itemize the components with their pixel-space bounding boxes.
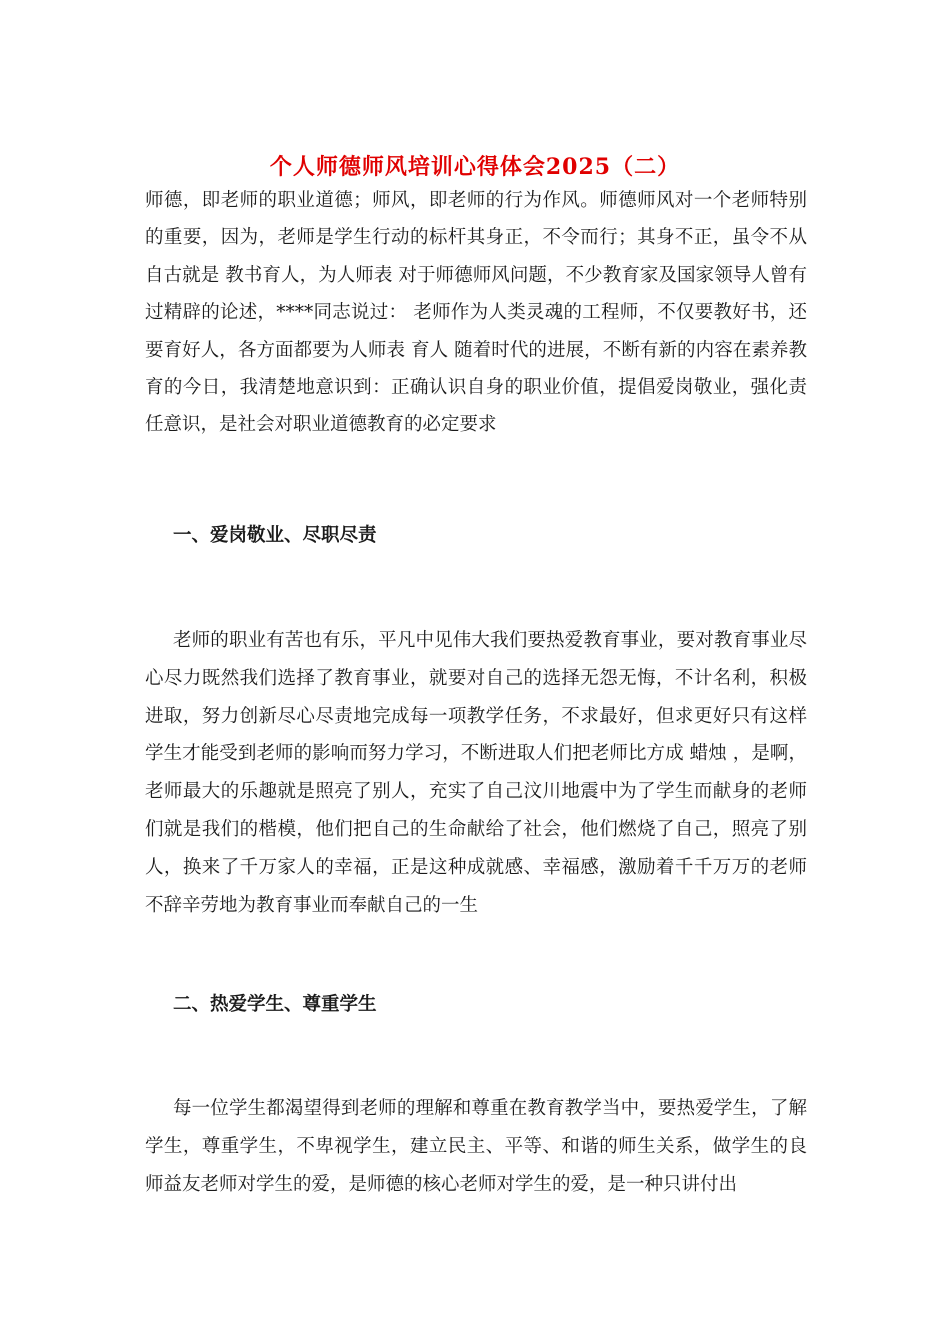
intro-paragraph: 师德，即老师的职业道德；师风，即老师的行为作风。师德师风对一个老师特别的重要，因为，老师是学生行动的标杆其身正，不令而行；其身不正，虽令不从自古就是 教书育人，为人师表 对于师德师风问题，不少教育家及国家领导人曾有过精辟的论述，****同志说过： 老师作为人类灵魂的工程师，不仅要教好书，还要育好人，各方面都要为人师表 育人 随着时代的进展，不断有新的内容在素养教育的今日，我清楚地意识到：正确认识自身的职业价值，提倡爱岗敬业，强化责任意识，是社会对职业道德教育的必定要求 — [145, 190, 807, 436]
section-heading-2: 二、热爱学生、尊重学生 — [173, 994, 377, 1015]
section-body-2: 每一位学生都渴望得到老师的理解和尊重在教育教学当中，要热爱学生，了解学生，尊重学生，不卑视学生，建立民主、平等、和谐的师生关系，做学生的良师益友老师对学生的爱，是师德的核心老师对学生的爱，是一种只讲付出 — [145, 1098, 807, 1195]
document-title: 个人师德师风培训心得体会2025（二） — [269, 154, 681, 180]
section-heading-1: 一、爱岗敬业、尽职尽责 — [173, 525, 377, 546]
section-body-1: 老师的职业有苦也有乐，平凡中见伟大我们要热爱教育事业，要对教育事业尽心尽力既然我们选择了教育事业，就要对自己的选择无怨无悔，不计名利，积极进取，努力创新尽心尽责地完成每一项教学任务，不求最好，但求更好只有这样学生才能受到老师的影响而努力学习，不断进取人们把老师比方成 蜡烛 ，是啊，老师最大的乐趣就是照亮了别人，充实了自己汶川地震中为了学生而献身的老师们就是我们的楷模，他们把自己的生命献给了社会，他们燃烧了自己，照亮了别人，换来了千万家人的幸福，正是这种成就感、幸福感，激励着千千万万的老师不辞辛劳地为教育事业而奉献自己的一生 — [145, 630, 807, 916]
